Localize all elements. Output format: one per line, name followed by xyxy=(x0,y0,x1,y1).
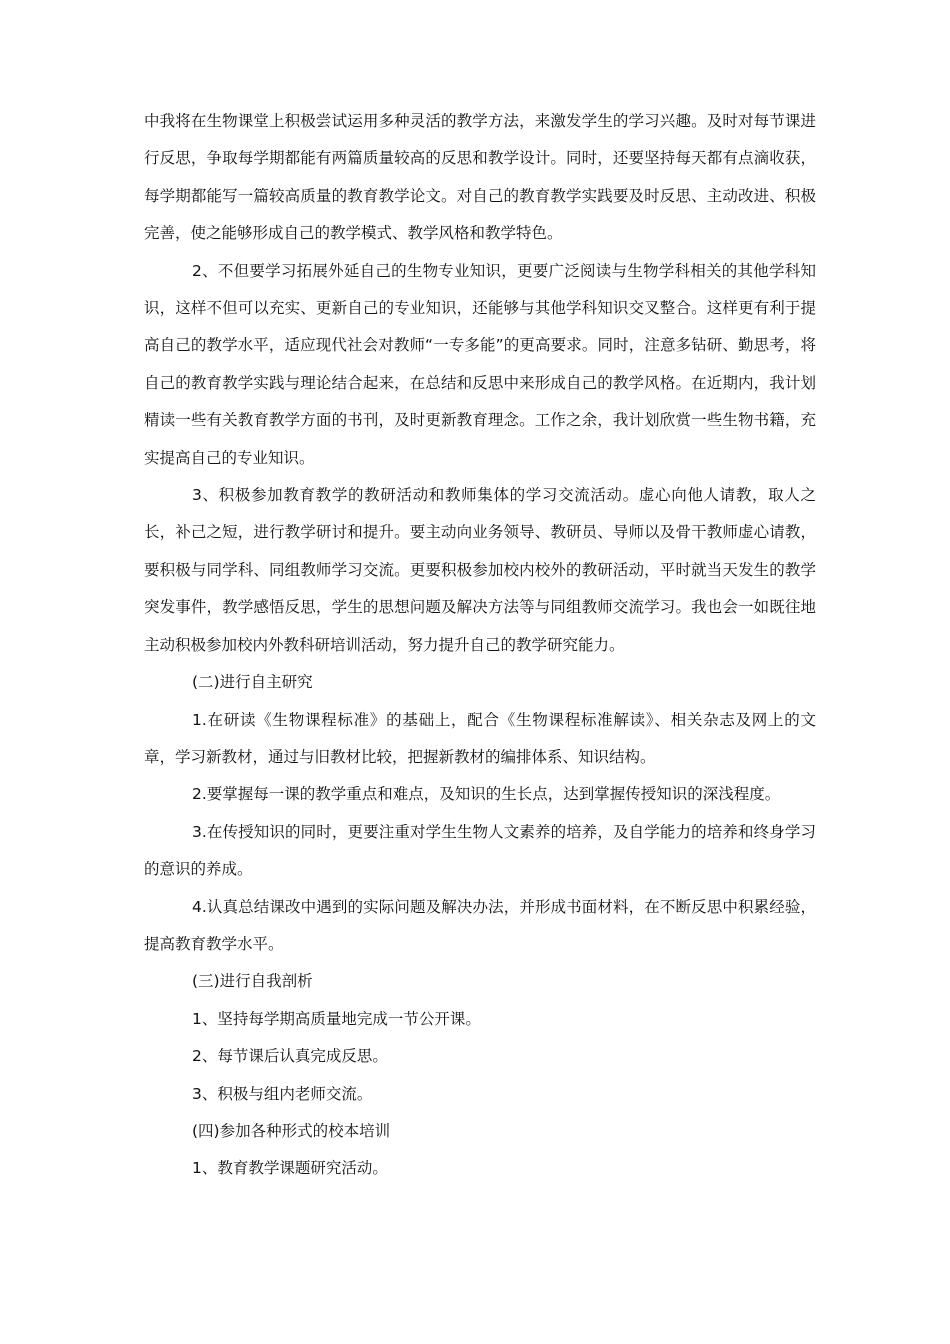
analysis-item-1: 1、坚持每学期高质量地完成一节公开课。 xyxy=(192,1009,481,1028)
research-item-3: 3.在传授知识的同时，更要注重对学生生物人文素养的培养，及自学能力的培养和终身学习的意识的养成。 xyxy=(144,822,816,879)
section-heading-4: (四)参加各种形式的校本培训 xyxy=(192,1121,391,1140)
paragraph-continuation: 中我将在生物课堂上积极尝试运用多种灵活的教学方法，来激发学生的学习兴趣。及时对每节课进行反思，争取每学期都能有两篇质量较高的反思和教学设计。同时，还要坚持每天都有点滴收获，每学期都能写一篇较高质量的教育教学论文。对自己的教育教学实践要及时反思、主动改进、积极完善，使之能够形成自己的教学模式、教学风格和教学特色。 xyxy=(144,112,816,243)
section-heading-3: (三)进行自我剖析 xyxy=(192,972,313,991)
paragraph-item-2: 2、不但要学习拓展外延自己的生物专业知识，更要广泛阅读与生物学科相关的其他学科知识，这样不但可以充实、更新自己的专业知识，还能够与其他学科知识交叉整合。这样更有利于提高自己的教学水平，适应现代社会对教师“一专多能”的更高要求。同时，注意多钻研、勤思考，将自己的教育教学实践与理论结合起来，在总结和反思中来形成自己的教学风格。在近期内，我计划精读一些有关教育教学方面的书刊，及时更新教育理念。工作之余，我计划欣赏一些生物书籍，充实提高自己的专业知识。 xyxy=(144,261,816,467)
research-item-4: 4.认真总结课改中遇到的实际问题及解决办法，并形成书面材料，在不断反思中积累经验，提高教育教学水平。 xyxy=(144,897,816,953)
document-body xyxy=(144,103,816,1188)
training-item-1: 1、教育教学课题研究活动。 xyxy=(192,1159,388,1178)
paragraph-item-3: 3、积极参加教育教学的教研活动和教师集体的学习交流活动。虚心向他人请教，取人之长，补己之短，进行教学研讨和提升。要主动向业务领导、教研员、导师以及骨干教师虚心请教，要积极与同学科、同组教师学习交流。更要积极参加校内校外的教研活动，平时就当天发生的教学突发事件，教学感悟反思，学生的思想问题及解决方法等与同组教师交流学习。我也会一如既往地主动积极参加校内外教科研培训活动，努力提升自己的教学研究能力。 xyxy=(144,486,816,654)
research-item-1: 1.在研读《生物课程标准》的基础上，配合《生物课程标准解读》、相关杂志及网上的文章，学习新教材，通过与旧教材比较，把握新教材的编排体系、知识结构。 xyxy=(144,710,816,766)
analysis-item-3: 3、积极与组内老师交流。 xyxy=(192,1084,373,1103)
research-item-2: 2.要掌握每一课的教学重点和难点，及知识的生长点，达到掌握传授知识的深浅程度。 xyxy=(192,785,781,804)
section-heading-2: (二)进行自主研究 xyxy=(192,673,313,692)
analysis-item-2: 2、每节课后认真完成反思。 xyxy=(192,1047,388,1066)
